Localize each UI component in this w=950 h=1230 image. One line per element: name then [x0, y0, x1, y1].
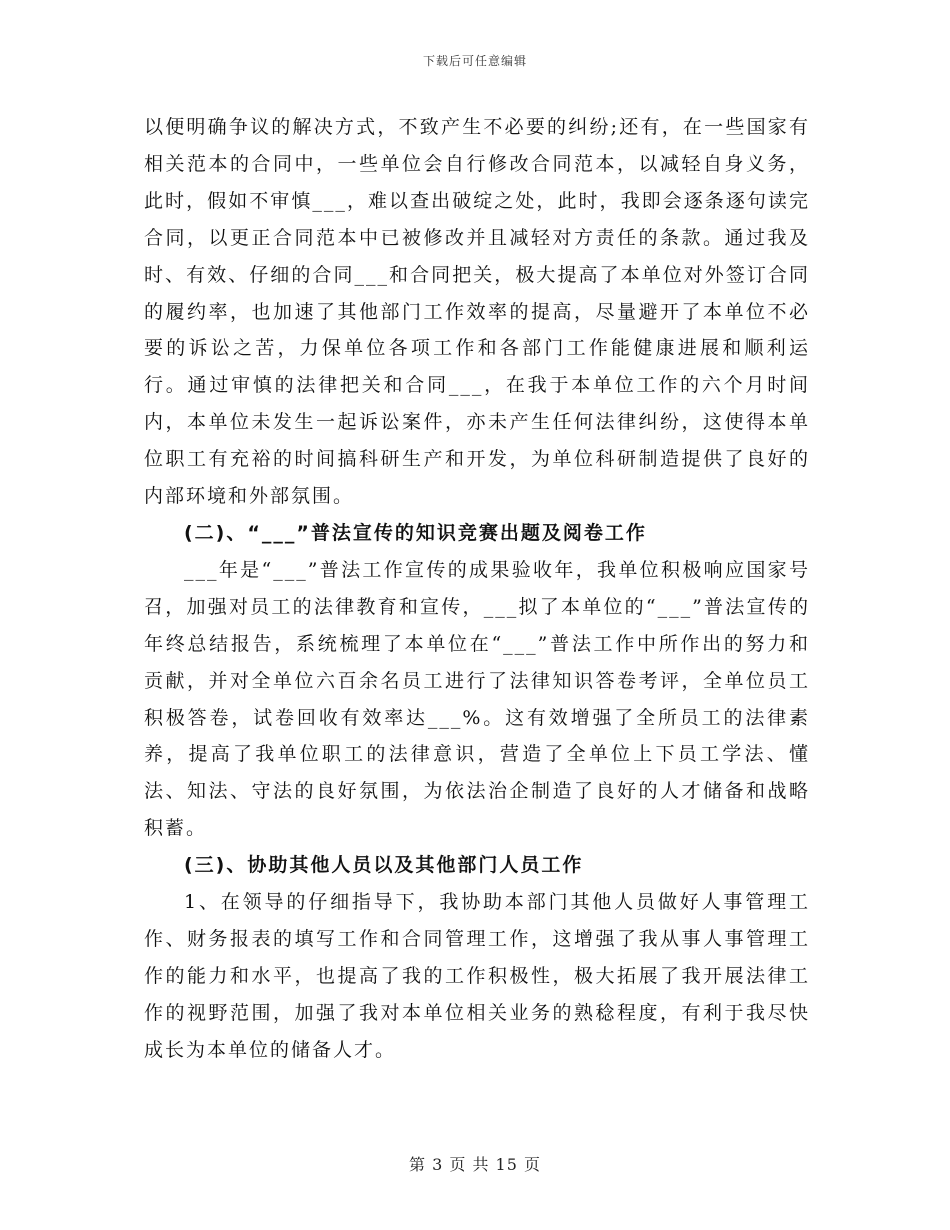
section-heading-assist-others: (三)、协助其他人员以及其他部门人员工作	[184, 854, 584, 877]
page-header-note: 下载后可任意编辑	[422, 54, 527, 68]
paragraph-assist-others: 1、在领导的仔细指导下，我协助本部门其他人员做好人事管理工作、财务报表的填写工作和合同管理工作，这增强了我从事人事管理工作的能力和水平，也提高了我的工作积极性，极大拓展了我开展法律工作的视野范围，加强了我对本单位相关业务的熟稔程度，有利于我尽快成长为本单位的储备人才。	[144, 891, 810, 1061]
section-heading-law-quiz: (二)、“___”普法宣传的知识竞赛出题及阅卷工作	[184, 521, 647, 544]
paragraph-contract-review: 以便明确争议的解决方式，不致产生不必要的纠纷;还有，在一些国家有相关范本的合同中，一些单位会自行修改合同范本，以减轻自身义务，此时，假如不审慎___，难以查出破绽之处，此时，我即会逐条逐句读完合同，以更正合同范本中已被修改并且减轻对方责任的条款。通过我及时、有效、仔细的合同___和合同把关，极大提高了本单位对外签订合同的履约率，也加速了其他部门工作效率的提高，尽量避开了本单位不必要的诉讼之苦，力保单位各项工作和各部门工作能健康进展和顺利运行。通过审慎的法律把关和合同___，在我于本单位工作的六个月时间内，本单位未发生一起诉讼案件，亦未产生任何法律纠纷，这使得本单位职工有充裕的时间搞科研生产和开发，为单位科研制造提供了良好的内部环境和外部氛围。	[144, 116, 810, 508]
paragraph-law-quiz: ___年是“___”普法工作宣传的成果验收年，我单位积极响应国家号召，加强对员工的法律教育和宣传，___拟了本单位的“___”普法宣传的年终总结报告，系统梳理了本单位在“___”普法工作中所作出的努力和贡献，并对全单位六百余名员工进行了法律知识答卷考评，全单位员工积极答卷，试卷回收有效率达___%。这有效增强了全所员工的法律素养，提高了我单位职工的法律意识，营造了全单位上下员工学法、懂法、知法、守法的良好氛围，为依法治企制造了良好的人才储备和战略积蓄。	[144, 558, 810, 840]
page-number-footer: 第 3 页 共 15 页	[409, 1155, 541, 1174]
document-body	[144, 109, 810, 1069]
